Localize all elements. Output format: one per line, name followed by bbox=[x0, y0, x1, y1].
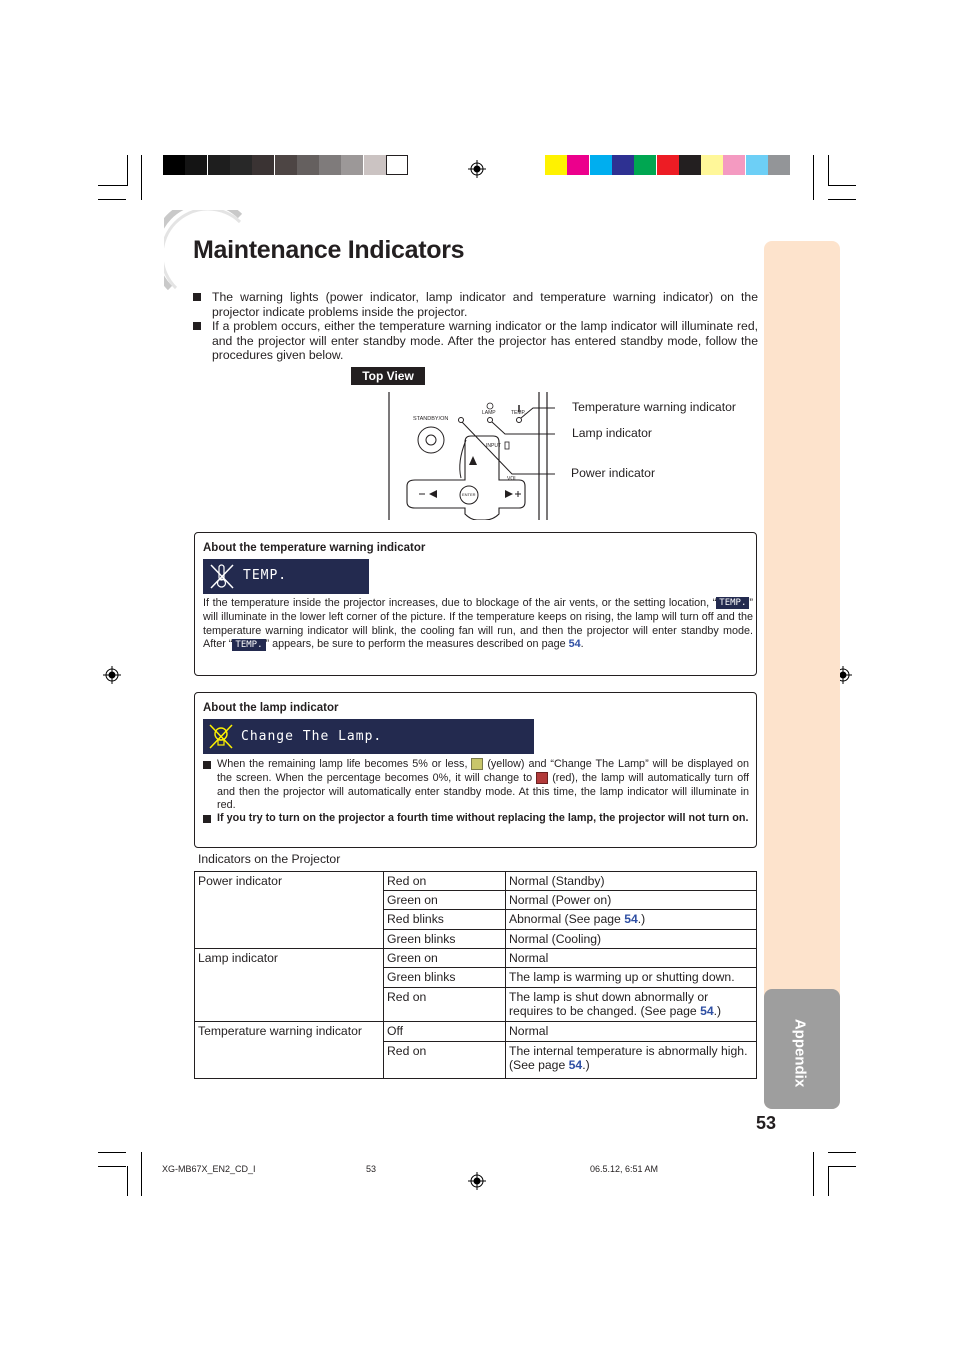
color-swatch bbox=[657, 155, 679, 175]
color-swatch bbox=[701, 155, 723, 175]
meaning-cell: The lamp is shut down abnormally or requires to be changed. (See page 54.) bbox=[506, 988, 757, 1022]
gray-swatch bbox=[364, 155, 386, 175]
bullet-square-icon bbox=[203, 815, 211, 823]
status-cell: Off bbox=[384, 1022, 506, 1042]
crop-mark bbox=[828, 199, 856, 200]
table-row bbox=[195, 872, 757, 891]
page-number: 53 bbox=[756, 1113, 777, 1133]
red-lamp-icon bbox=[536, 772, 548, 784]
indicator-name-cell: Power indicator bbox=[195, 872, 384, 949]
crop-mark bbox=[828, 185, 856, 186]
callout-power-indicator: Power indicator bbox=[571, 466, 655, 480]
gray-swatch bbox=[386, 155, 408, 175]
status-cell: Green blinks bbox=[384, 930, 506, 949]
gray-swatch bbox=[185, 155, 207, 175]
status-cell: Green on bbox=[384, 891, 506, 910]
crop-mark bbox=[813, 1152, 814, 1196]
panel-label-temp: TEMP. bbox=[511, 410, 526, 416]
gray-swatch bbox=[319, 155, 341, 175]
panel-label-lamp: LAMP bbox=[482, 410, 496, 416]
panel-label-vol: VOL bbox=[507, 476, 518, 482]
color-swatch bbox=[723, 155, 745, 175]
crop-mark bbox=[98, 1166, 126, 1167]
temp-tag-inline: TEMP. bbox=[716, 597, 749, 609]
crop-mark bbox=[813, 155, 814, 200]
meaning-cell: Normal (Standby) bbox=[506, 872, 757, 891]
meaning-cell: Abnormal (See page 54.) bbox=[506, 910, 757, 930]
gray-swatch bbox=[297, 155, 319, 175]
status-cell: Red on bbox=[384, 872, 506, 891]
registration-mark-icon bbox=[468, 1172, 486, 1190]
thermometer-warning-icon bbox=[209, 563, 235, 590]
gray-swatch bbox=[275, 155, 297, 175]
gray-swatch bbox=[341, 155, 363, 175]
projector-top-panel-diagram bbox=[385, 392, 555, 520]
meaning-cell: Normal (Power on) bbox=[506, 891, 757, 910]
indicator-table bbox=[194, 871, 757, 1079]
indicator-name-cell: Lamp indicator bbox=[195, 949, 384, 1022]
color-swatch bbox=[768, 155, 790, 175]
lamp-bullet: When the remaining lamp life becomes 5% or less, (yellow) and “Change The Lamp” will be displayed on the screen. When the percentage becomes 0%, it will change to (red), the lamp will automatically turn off and then the projector will automatically enter standby mode. At this time, the lamp indicator will illuminate in red. bbox=[203, 758, 749, 813]
crop-mark bbox=[98, 185, 128, 186]
bullet-square-icon bbox=[203, 761, 211, 769]
page-link[interactable]: 54 bbox=[568, 1058, 583, 1072]
crop-mark bbox=[828, 1166, 829, 1196]
color-swatch bbox=[679, 155, 701, 175]
color-swatch bbox=[634, 155, 656, 175]
lamp-warning-icon bbox=[208, 723, 234, 750]
top-view-label: Top View bbox=[351, 367, 425, 385]
temp-tag-inline: TEMP. bbox=[232, 639, 265, 651]
meaning-cell: Normal bbox=[506, 949, 757, 968]
page-link[interactable]: 54 bbox=[624, 912, 638, 926]
color-swatch bbox=[545, 155, 567, 175]
crop-mark bbox=[828, 1166, 856, 1167]
table-caption: Indicators on the Projector bbox=[198, 852, 341, 866]
temp-box-text: If the temperature inside the projector increases, due to blockage of the air vents, or the setting location, “ TEMP. ” will illuminate in the lower left corner of the picture. If the temperature keeps on rising, the lamp will turn off and the temperature warning indicator will blink, the cooling fan will run, and then the projector will enter standby mode. After “ TEMP. ” appears, be sure to perform the measures described on page 54. bbox=[203, 597, 753, 651]
gray-swatch bbox=[252, 155, 274, 175]
bullet-square-icon bbox=[193, 322, 201, 330]
crop-mark bbox=[141, 155, 142, 200]
color-swatch bbox=[590, 155, 612, 175]
bullet-square-icon bbox=[193, 293, 201, 301]
panel-label-enter: ENTER bbox=[462, 492, 476, 497]
status-cell: Green on bbox=[384, 949, 506, 968]
registration-mark-icon bbox=[468, 160, 486, 178]
callout-lamp-indicator: Lamp indicator bbox=[572, 426, 652, 440]
crop-mark bbox=[98, 199, 126, 200]
intro-bullet: If a problem occurs, either the temperature warning indicator or the lamp indicator will illuminate red, and the projector will enter standby mode. After the projector has entered standby mode, follow the procedures given below. bbox=[193, 319, 758, 363]
table-row bbox=[195, 949, 757, 968]
indicator-name-cell: Temperature warning indicator bbox=[195, 1022, 384, 1079]
status-cell: Red on bbox=[384, 1042, 506, 1079]
lamp-indicator-box bbox=[194, 692, 757, 848]
meaning-cell: Normal (Cooling) bbox=[506, 930, 757, 949]
status-cell: Red on bbox=[384, 988, 506, 1022]
callout-temp-indicator: Temperature warning indicator bbox=[572, 400, 736, 414]
lamp-warning-bullet: If you try to turn on the projector a fourth time without replacing the lamp, the projector will not turn on. bbox=[203, 812, 749, 826]
registration-mark-icon bbox=[103, 666, 121, 684]
meaning-cell: Normal bbox=[506, 1022, 757, 1042]
temp-box-heading: About the temperature warning indicator bbox=[203, 542, 426, 554]
lamp-osd-display: Change The Lamp. bbox=[203, 719, 534, 754]
footer-filename: XG-MB67X_EN2_CD_I bbox=[162, 1164, 256, 1174]
temp-warning-box bbox=[194, 532, 757, 676]
crop-mark bbox=[127, 155, 128, 185]
footer-page: 53 bbox=[366, 1164, 377, 1174]
table-row bbox=[195, 1022, 757, 1042]
gray-swatch bbox=[230, 155, 252, 175]
panel-label-input: INPUT bbox=[486, 443, 501, 449]
sidebar-label: Appendix bbox=[791, 1018, 809, 1088]
status-cell: Green blinks bbox=[384, 968, 506, 988]
page-link[interactable]: 54 bbox=[700, 1004, 714, 1018]
crop-mark bbox=[141, 1152, 142, 1196]
status-cell: Red blinks bbox=[384, 910, 506, 930]
gray-swatch bbox=[163, 155, 185, 175]
meaning-cell: The lamp is warming up or shutting down. bbox=[506, 968, 757, 988]
color-swatch bbox=[567, 155, 589, 175]
color-swatch bbox=[612, 155, 634, 175]
temp-osd-display: TEMP. bbox=[203, 559, 369, 594]
crop-mark bbox=[828, 1152, 856, 1153]
gray-swatch bbox=[208, 155, 230, 175]
footer-timestamp: 06.5.12, 6:51 AM bbox=[590, 1164, 659, 1174]
crop-mark bbox=[127, 1166, 128, 1196]
crop-mark bbox=[98, 1152, 126, 1153]
yellow-lamp-icon bbox=[471, 758, 483, 770]
sidebar-band bbox=[764, 241, 840, 1109]
color-swatch bbox=[746, 155, 768, 175]
lamp-box-heading: About the lamp indicator bbox=[203, 702, 339, 714]
intro-bullet: The warning lights (power indicator, lamp indicator and temperature warning indicator) on the projector indicate problems inside the projector. bbox=[193, 290, 758, 319]
panel-label-standby: STANDBY/ON bbox=[413, 416, 449, 422]
crop-mark bbox=[828, 155, 829, 185]
page-link[interactable]: 54 bbox=[568, 638, 581, 651]
page-title: Maintenance Indicators bbox=[193, 236, 465, 264]
meaning-cell: The internal temperature is abnormally high. (See page 54.) bbox=[506, 1042, 757, 1079]
